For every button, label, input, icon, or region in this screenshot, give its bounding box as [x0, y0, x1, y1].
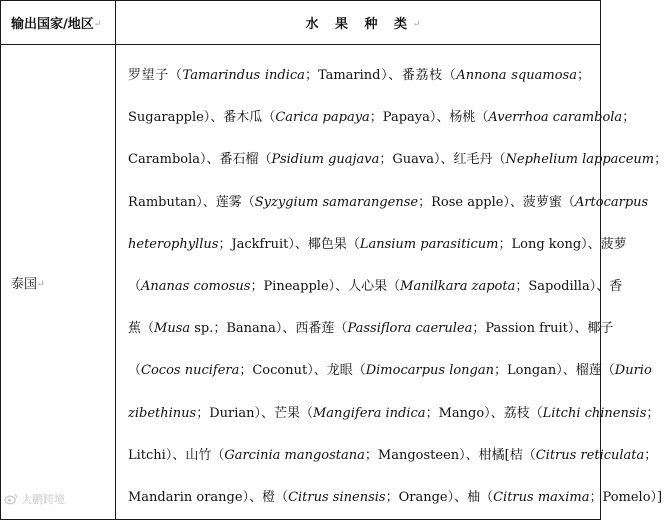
fruit-text: ；Coconut）、龙眼（ — [239, 363, 366, 379]
latin-name: Lansium parasiticum — [359, 236, 499, 252]
fruit-text: ；Long kong）、菠萝 — [498, 236, 627, 252]
latin-name: Artocarpus — [574, 194, 649, 210]
fruit-text: ；Pomelo）] — [589, 489, 663, 505]
fruit-text: Mandarin orange）、橙（ — [128, 489, 289, 505]
fruit-text: ；Durian）、芒果（ — [196, 405, 313, 421]
latin-name: Cocos nucifera — [141, 363, 240, 379]
fruit-list-line — [128, 139, 667, 181]
latin-name: Annona squamosa — [456, 68, 577, 83]
latin-name: Citrus reticulata — [535, 447, 645, 463]
fruit-text: ；Orange）、柚（ — [385, 489, 494, 505]
fruit-text: ；Passion fruit）、椰子 — [472, 321, 614, 337]
fruit-text: （ — [128, 363, 142, 379]
fruit-text: ；Guava）、红毛丹（ — [379, 152, 506, 168]
latin-name: zibethinus — [128, 405, 197, 421]
latin-name: Citrus maxima — [493, 489, 590, 505]
fruit-text: Rambutan）、莲雾（ — [128, 194, 255, 210]
watermark — [4, 491, 65, 507]
fruit-text: ； — [644, 447, 658, 463]
fruit-list-line — [128, 308, 614, 350]
latin-name: Psidium guajava — [271, 152, 380, 168]
latin-name: Passiflora caerulea — [347, 321, 473, 337]
fruit-text: Litchi）、山竹（ — [128, 447, 225, 463]
watermark-text: 大鹏跨境 — [21, 493, 65, 506]
fruit-list-line — [128, 393, 660, 435]
fruit-text: ； — [646, 405, 660, 421]
fruit-list-cell — [116, 45, 667, 520]
latin-name: Carica papaya — [275, 110, 370, 126]
latin-name: Tamarindus indica — [182, 68, 305, 83]
latin-name: Garcinia mangostana — [224, 447, 365, 463]
fruit-text: ； — [654, 152, 667, 168]
latin-name: Citrus sinensis — [288, 489, 386, 505]
table-header-row — [1, 1, 601, 45]
fruit-list-line — [128, 350, 652, 392]
fruit-list-line — [128, 224, 627, 266]
latin-name: heterophyllus — [128, 236, 219, 252]
latin-name: Dimocarpus longan — [365, 363, 494, 379]
fruit-text: ；Pineapple）、人心果（ — [250, 278, 401, 294]
fruit-text: sp.；Banana）、西番莲（ — [190, 321, 348, 337]
fruit-text: ；Sapodilla）、香 — [515, 278, 623, 294]
fruit-list-line — [128, 266, 623, 308]
fruit-text: ；Jackfruit）、椰色果（ — [218, 236, 360, 252]
country-cell: 泰国↵ — [1, 45, 116, 520]
latin-name: Syzygium samarangense — [254, 194, 419, 210]
latin-name: Nephelium lappaceum — [505, 152, 655, 168]
fruit-text: ；Tamarind）、番荔枝（ — [304, 68, 457, 83]
header-country: 输出国家/地区↵ — [1, 1, 116, 45]
fruit-text: ； — [576, 68, 590, 83]
latin-name: Ananas comosus — [141, 278, 251, 294]
latin-name: Musa — [154, 321, 191, 337]
latin-name: Manilkara zapota — [400, 278, 516, 294]
latin-name: Averrhoa carambola — [488, 110, 623, 126]
fruit-list-line — [128, 55, 590, 97]
weibo-icon — [4, 493, 18, 505]
fruit-list-line — [128, 477, 663, 519]
fruit-text: ；Mangosteen）、柑橘[桔（ — [364, 447, 536, 463]
fruit-text: ；Longan）、榴莲（ — [494, 363, 615, 379]
fruit-text: ；Rose apple）、菠萝蜜（ — [418, 194, 575, 210]
fruit-text: ；Papaya）、杨桃（ — [369, 110, 489, 126]
fruit-text: ；Mango）、荔枝（ — [425, 405, 543, 421]
fruit-list-line — [128, 435, 658, 477]
latin-name: Litchi chinensis — [542, 405, 647, 421]
fruit-list-line — [128, 97, 636, 139]
fruit-text: ； — [622, 110, 636, 126]
fruit-list-text — [128, 55, 667, 519]
fruit-text: （ — [128, 278, 142, 294]
latin-name: Mangifera indica — [313, 405, 426, 421]
fruit-text: 罗望子（ — [128, 68, 183, 83]
latin-name: Durio — [614, 363, 652, 379]
header-fruit-types: 水 果 种 类↵ — [116, 1, 601, 45]
fruit-text: 蕉（ — [128, 321, 155, 337]
table-row — [1, 45, 601, 520]
fruit-list-line — [128, 182, 649, 224]
fruit-text: Sugarapple）、番木瓜（ — [128, 110, 276, 126]
fruit-text: Carambola）、番石榴（ — [128, 152, 272, 168]
